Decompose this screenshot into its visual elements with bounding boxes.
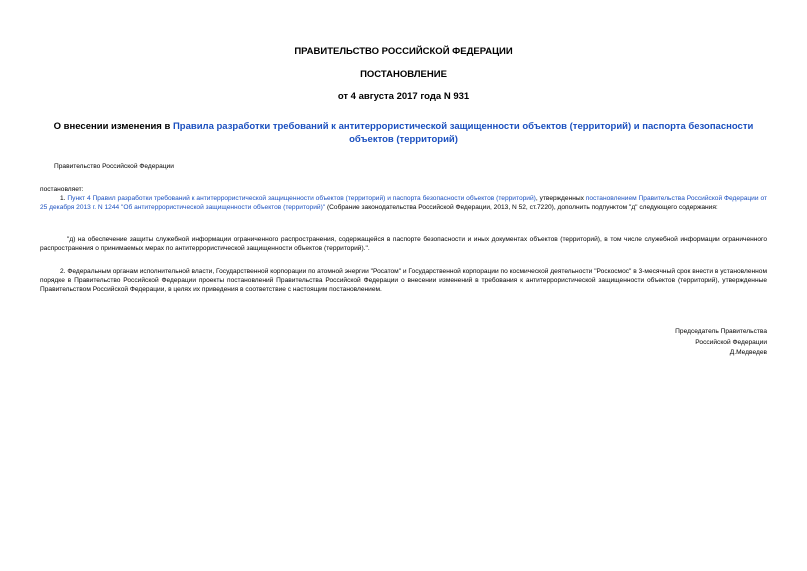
decrees-line: постановляет: — [40, 186, 84, 193]
signature-organization: Российской Федерации — [695, 338, 767, 346]
government-line: Правительство Российской Федерации — [54, 163, 174, 170]
signature-name: Д.Медведев — [729, 349, 767, 357]
date-number-heading: от 4 августа 2017 года N 931 — [337, 91, 470, 102]
government-heading: ПРАВИТЕЛЬСТВО РОССИЙСКОЙ ФЕДЕРАЦИИ — [294, 46, 513, 57]
signature-block — [675, 327, 767, 359]
title-prefix: О внесении изменения в — [53, 121, 173, 132]
paragraph-item-2: 2. Федеральным органам исполнительной власти, Государственной корпорации по атомной энергии "Росатом" и Государственной корпорации по космической деятельности "Роскосмос" в 3-месячный срок внести в установленном порядке в Правительство Российской Федерации проекты постановлений Правительства Российской Федерации о внесении изменений в требования к антитеррористической защищенности объектов (территорий), утвержденные Правительством Российской Федерации, в целях их приведения в соответствие с настоящим постановлением. — [40, 268, 767, 294]
signature-position: Председатель Правительства — [675, 328, 767, 335]
title-link[interactable]: Правила разработки требований к антитеррористической защищенности объектов (территорий) и паспорта безопасности объектов (территорий) — [172, 121, 754, 145]
paragraph-subitem-d: "д) на обеспечение защиты служебной информации ограниченного распространения, содержащейся в паспорте безопасности и иных документах объектов (территорий), в том числе служебной информации ограниченного распространения о принимаемых мерах по антитеррористической защищенности объектов (территорий).". — [40, 236, 767, 253]
item1-text-2: (Собрание законодательства Российской Федерации, 2013, N 52, ст.7220), дополнить подпунктом "д" следующего содержания: — [325, 204, 718, 212]
document-type-heading: ПОСТАНОВЛЕНИЕ — [360, 69, 447, 80]
paragraph-item-1 — [40, 194, 767, 212]
item1-link-rules[interactable]: Пункт 4 Правил разработки требований к антитеррористической защищенности объектов (территорий) и паспорта безопасности объектов (территорий) — [67, 195, 536, 202]
item1-text-1: , утвержденных — [535, 195, 586, 202]
item1-link-decree[interactable]: постановлением Правительства Российской Федерации от 25 декабря 2013 г. N 1244 "Об антитеррористической защищенности объектов (территорий)" — [40, 195, 767, 212]
item1-number: 1. — [60, 195, 68, 202]
document-title — [40, 120, 767, 146]
